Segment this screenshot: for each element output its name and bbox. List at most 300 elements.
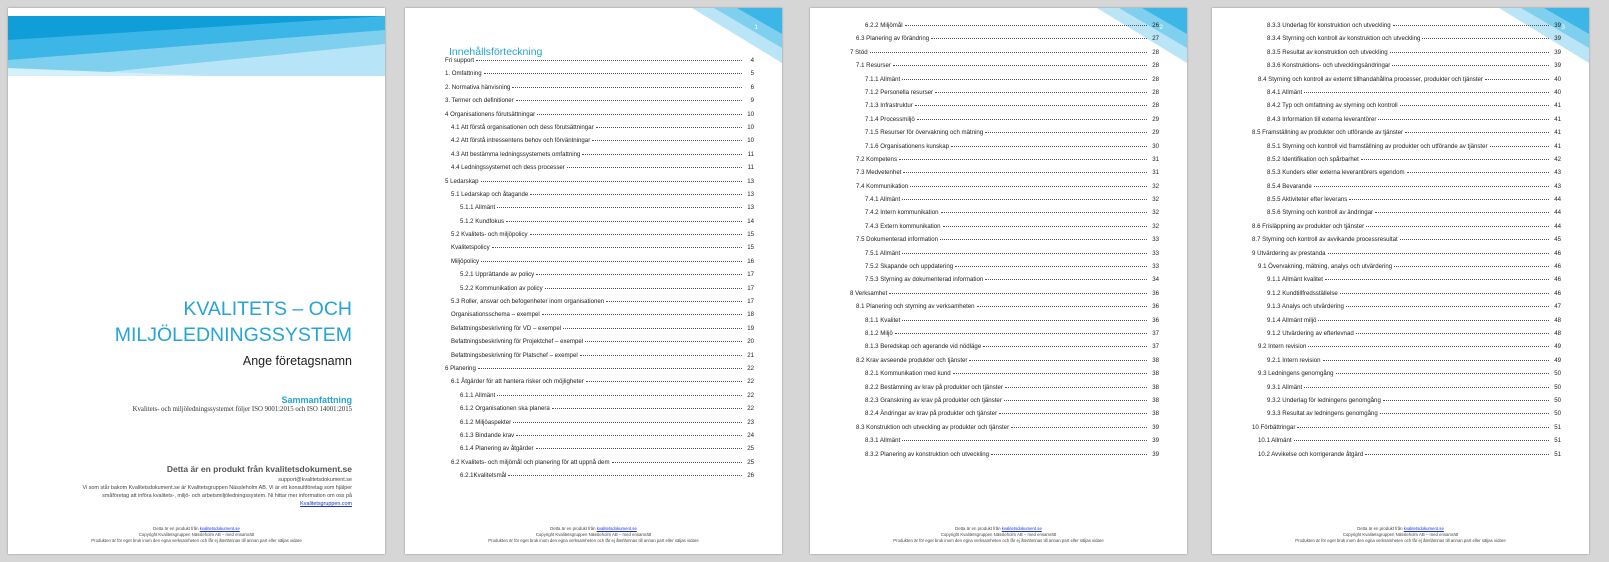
toc-entry-title: 7.2 Kompetens	[856, 155, 897, 163]
dot-leader	[492, 246, 742, 248]
toc-entry[interactable]	[445, 445, 754, 458]
dot-leader	[1294, 439, 1549, 441]
dot-leader	[481, 260, 742, 262]
dot-leader	[1361, 158, 1549, 160]
footer-link[interactable]: kvalitetsdokument.se	[199, 526, 240, 531]
dot-leader	[1297, 426, 1549, 428]
toc-entry-title: 8.5.6 Styrning och kontroll av ändringar	[1267, 209, 1374, 217]
toc-entry[interactable]	[850, 424, 1159, 437]
toc-entry-page: 28	[1152, 102, 1159, 110]
toc-entry-title: 6.1.1 Allmänt	[460, 391, 496, 399]
toc-entry-title: 9.2 Intern revision	[1258, 343, 1307, 351]
toc-entry[interactable]	[850, 183, 1159, 196]
toc-entry-page: 26	[1152, 22, 1159, 29]
toc-entry[interactable]	[1252, 223, 1561, 236]
toc-entry[interactable]	[445, 352, 754, 365]
toc-entry-title: 9.1.2 Utvärdering av efterlevnad	[1267, 329, 1354, 337]
toc-entry[interactable]	[850, 343, 1159, 356]
toc-entry-page: 32	[1152, 196, 1159, 204]
toc-entry[interactable]	[1252, 357, 1561, 370]
toc-entry[interactable]	[850, 156, 1159, 169]
toc-entry-page: 22	[747, 378, 754, 386]
toc-entry[interactable]	[850, 143, 1159, 156]
toc-entry[interactable]	[1252, 102, 1561, 115]
toc-entry-page: 39	[1554, 35, 1561, 43]
toc-entry-title: 9.3.3 Resultat av ledningens genomgång	[1267, 410, 1378, 418]
dot-leader	[1304, 386, 1549, 388]
toc-entry[interactable]	[1252, 263, 1561, 276]
toc-entry[interactable]	[1252, 116, 1561, 129]
toc-entry[interactable]	[850, 116, 1159, 129]
toc-entry-title: 10.2 Avvikelse och korrigerande åtgärd	[1258, 450, 1364, 458]
dot-leader	[478, 367, 742, 369]
toc-entry-title: Kvalitetspolicy	[451, 244, 490, 252]
cover-page	[8, 8, 385, 554]
toc-entry[interactable]	[850, 384, 1159, 397]
toc-entry[interactable]	[850, 357, 1159, 370]
toc-entry-page: 33	[1152, 263, 1159, 271]
toc-entry-title: Fri support	[445, 57, 475, 64]
toc-entry[interactable]	[850, 223, 1159, 236]
toc-entry[interactable]	[445, 178, 754, 191]
cover-title	[22, 296, 352, 348]
toc-entry-page: 32	[1152, 182, 1159, 190]
footer-line1-text: Detta är en produkt från	[153, 526, 200, 531]
toc-entry[interactable]	[1252, 156, 1561, 169]
dot-leader	[612, 461, 742, 463]
toc-entry-title: 5.1 Ledarskap och åtagande	[451, 190, 529, 198]
toc-entry[interactable]	[1252, 89, 1561, 102]
toc-entry-page: 10	[747, 110, 754, 118]
dot-leader	[985, 131, 1147, 133]
toc-entry[interactable]	[1252, 209, 1561, 222]
dot-leader	[508, 474, 742, 476]
toc-entry-page: 10	[747, 123, 754, 131]
toc-entry[interactable]	[445, 405, 754, 418]
dot-leader	[497, 206, 742, 208]
cover-title-line2: MILJÖLEDNINGSSYSTEM	[114, 324, 352, 346]
toc-entry-page: 22	[747, 364, 754, 372]
toc-entry[interactable]	[850, 276, 1159, 289]
footer-link[interactable]: kvalitetsdokument.se	[1001, 526, 1042, 531]
toc-entry[interactable]	[1252, 49, 1561, 62]
toc-entry-page: 28	[1152, 48, 1159, 56]
toc-list	[1252, 22, 1561, 464]
toc-entry[interactable]	[1252, 317, 1561, 330]
toc-entry[interactable]	[1252, 143, 1561, 156]
toc-entry[interactable]	[850, 236, 1159, 249]
toc-entry-title: 8.3.5 Resultat av konstruktion och utveckling	[1267, 48, 1388, 56]
toc-entry[interactable]	[445, 191, 754, 204]
toc-entry-title: 9 Utvärdering av prestanda	[1252, 249, 1326, 257]
toc-entry-page: 22	[747, 405, 754, 413]
toc-entry-title: 8 Verksamhet	[850, 289, 888, 297]
toc-entry-page: 20	[747, 338, 754, 346]
dot-leader	[1392, 64, 1549, 66]
toc-entry-title: 4 Organisationens förutsättningar	[445, 110, 536, 118]
toc-entry-title: 8.1.1 Kvalitet	[865, 316, 901, 324]
dot-leader	[1005, 386, 1147, 388]
toc-entry[interactable]	[445, 84, 754, 97]
toc-entry[interactable]	[1252, 35, 1561, 48]
toc-entry-page: 41	[1554, 129, 1561, 137]
toc-entry-title: 9.2.1 Intern revision	[1267, 356, 1321, 364]
toc-entry-page: 25	[747, 458, 754, 466]
toc-entry[interactable]	[445, 311, 754, 324]
dot-leader	[1011, 426, 1147, 428]
dot-leader	[1328, 252, 1549, 254]
dot-leader	[953, 372, 1147, 374]
dot-leader	[917, 118, 1147, 120]
toc-entry[interactable]	[445, 472, 754, 485]
dot-leader	[902, 78, 1147, 80]
toc-entry-page: 17	[747, 284, 754, 292]
toc-entry-page: 37	[1152, 329, 1159, 337]
footer-line2: Copyright Kvalitetsgruppen Nässleholm AB – med ensamrätt	[138, 532, 255, 537]
toc-entry-page: 16	[747, 257, 754, 265]
dot-leader	[1393, 24, 1549, 26]
toc-entry-page: 9	[750, 97, 754, 105]
toc-entry[interactable]	[1252, 76, 1561, 89]
toc-entry[interactable]	[445, 392, 754, 405]
toc-entry-title: Miljöpolicy	[451, 257, 480, 265]
toc-entry-page: 32	[1152, 209, 1159, 217]
toc-entry-page: 15	[747, 231, 754, 239]
dot-leader	[1349, 198, 1549, 200]
toc-entry-title: 6.3 Planering av förändring	[856, 35, 930, 43]
toc-entry-page: 29	[1152, 129, 1159, 137]
toc-entry-page: 44	[1554, 222, 1561, 230]
toc-entry[interactable]	[1252, 370, 1561, 383]
toc-entry[interactable]	[850, 22, 1159, 35]
toc-entry[interactable]	[445, 271, 754, 284]
toc-entry-title: 5.2.1 Upprättande av policy	[460, 271, 535, 279]
toc-entry-title: 9.1.3 Analys och utvärdering	[1267, 303, 1344, 311]
toc-entry-title: Befattningsbeskrivning för VD – exempel	[451, 324, 562, 332]
toc-entry[interactable]	[445, 124, 754, 137]
toc-entry-title: 6.1.3 Bindande krav	[460, 431, 515, 439]
dot-leader	[889, 292, 1147, 294]
toc-entry[interactable]	[850, 35, 1159, 48]
toc-entry-title: 8.3.6 Konstruktions- och utvecklingsändringar	[1267, 62, 1391, 70]
footer-line2: Copyright Kvalitetsgruppen Nässleholm AB – med ensamrätt	[940, 532, 1057, 537]
toc-entry[interactable]	[1252, 183, 1561, 196]
toc-entry[interactable]	[850, 89, 1159, 102]
dot-leader	[1304, 91, 1549, 93]
toc-entry-page: 40	[1554, 88, 1561, 96]
toc-entry[interactable]	[1252, 437, 1561, 450]
dot-leader	[1356, 332, 1549, 334]
dot-leader	[585, 340, 742, 342]
toc-entry[interactable]	[1252, 290, 1561, 303]
toc-entry[interactable]	[445, 204, 754, 217]
dot-leader	[1422, 37, 1549, 39]
toc-entry-title: 8.5.5 Aktiviteter efter leverans	[1267, 196, 1348, 204]
toc-entry[interactable]	[850, 169, 1159, 182]
toc-entry[interactable]	[850, 330, 1159, 343]
dot-leader	[915, 104, 1147, 106]
toc-entry[interactable]	[445, 432, 754, 445]
dot-leader	[1004, 399, 1147, 401]
toc-entry-title: 7.1.2 Personella resurser	[865, 88, 934, 96]
toc-entry[interactable]	[445, 137, 754, 150]
company-link[interactable]: Kvalitetsgruppen.com	[300, 501, 352, 507]
toc-entry-title: 7.4.2 Intern kommunikation	[865, 209, 939, 217]
support-email: support@kvalitetsdokument.se	[278, 477, 352, 483]
dot-leader	[1485, 78, 1549, 80]
toc-page-1	[405, 8, 782, 554]
dot-leader	[497, 394, 742, 396]
toc-entry-title: 4.4 Ledningssystemet och dess processer	[451, 164, 565, 172]
toc-entry[interactable]	[445, 378, 754, 391]
toc-entry[interactable]	[1252, 62, 1561, 75]
toc-entry-title: 8.4 Styrning och kontroll av externt tillhandahållna processer, produkter och tjänster	[1258, 75, 1483, 83]
toc-entry[interactable]	[850, 49, 1159, 62]
toc-entry[interactable]	[1252, 410, 1561, 423]
summary-text: Kvalitets- och miljöledningssystemet följer ISO 9001:2015 och ISO 14001:2015	[132, 406, 352, 413]
toc-entry-page: 48	[1554, 329, 1561, 337]
dot-leader	[537, 113, 742, 115]
toc-entry-title: 6.1.4 Planering av åtgärder	[460, 445, 534, 453]
toc-entry[interactable]	[850, 209, 1159, 222]
toc-entry-page: 29	[1152, 115, 1159, 123]
toc-entry-page: 46	[1554, 276, 1561, 284]
toc-entry-page: 49	[1554, 356, 1561, 364]
toc-entry[interactable]	[1252, 129, 1561, 142]
toc-entry[interactable]	[850, 250, 1159, 263]
toc-entry[interactable]	[1252, 343, 1561, 356]
summary-heading: Sammanfattning	[281, 395, 352, 405]
toc-entry-page: 10	[747, 137, 754, 145]
toc-entry-title: 8.1 Planering och styrning av verksamheten	[856, 303, 975, 311]
toc-entry-page: 31	[1152, 169, 1159, 177]
toc-entry[interactable]	[850, 370, 1159, 383]
footer-line2: Copyright Kvalitetsgruppen Nässleholm AB – med ensamrätt	[535, 532, 652, 537]
toc-entry-title: 5.1.2 Kundfokus	[460, 217, 505, 225]
toc-entry[interactable]	[850, 410, 1159, 423]
toc-entry[interactable]	[850, 437, 1159, 450]
toc-entry[interactable]	[1252, 236, 1561, 249]
toc-entry-title: 8.1.2 Miljö	[865, 329, 893, 337]
toc-entry-title: 9.1.1 Allmänt kvalitet	[1267, 276, 1323, 284]
toc-entry-title: 8.4.1 Allmänt	[1267, 88, 1303, 96]
toc-entry-title: 7.4 Kommunikation	[856, 182, 909, 190]
dot-leader	[545, 287, 742, 289]
toc-entry-title: 7.1.4 Processmiljö	[865, 115, 915, 123]
toc-entry[interactable]	[445, 111, 754, 124]
toc-entry[interactable]	[1252, 250, 1561, 263]
toc-entry-title: 6.2 Kvalitets- och miljömål och planering för att uppnå dem	[451, 458, 610, 466]
toc-entry[interactable]	[445, 285, 754, 298]
dot-leader	[983, 345, 1147, 347]
toc-entry-title: 8.2 Krav avseende produkter och tjänster	[856, 356, 968, 364]
footer-line3: Produkten är för eget bruk inom den egna verksamheten och får ej återlämnas till annan part eller säljas vidare	[488, 538, 699, 543]
dot-leader	[977, 305, 1147, 307]
toc-entry[interactable]	[445, 419, 754, 432]
toc-heading: Innehållsförteckning	[449, 46, 543, 58]
page-number: 1	[754, 24, 758, 31]
toc-entry[interactable]	[445, 298, 754, 311]
company-description-text: Vi som står bakom Kvalitetsdokument.se är Kvalitetsgruppen Nässleholm AB. Vi är ett konsultföretag som hjälper småföretag att införa kvalitets-, miljö- och arbetsmiljöledningssystem. Ni hittar mer information om oss på	[82, 485, 352, 499]
toc-entry-page: 36	[1152, 289, 1159, 297]
toc-entry[interactable]	[1252, 330, 1561, 343]
toc-list	[445, 57, 754, 486]
dot-leader	[1400, 104, 1549, 106]
footer-link[interactable]: kvalitetsdokument.se	[596, 526, 637, 531]
toc-entry[interactable]	[1252, 303, 1561, 316]
dot-leader	[903, 171, 1147, 173]
toc-entry-page: 37	[1152, 343, 1159, 351]
dot-leader	[951, 145, 1147, 147]
dot-leader	[870, 51, 1147, 53]
dot-leader	[935, 91, 1147, 93]
toc-entry[interactable]	[850, 196, 1159, 209]
toc-entry-page: 13	[747, 177, 754, 185]
dot-leader	[1378, 118, 1549, 120]
cover-title-line1: KVALITETS – OCH	[183, 298, 352, 320]
dot-leader	[530, 193, 742, 195]
toc-entry[interactable]	[445, 231, 754, 244]
toc-entry[interactable]	[445, 151, 754, 164]
dot-leader	[902, 439, 1147, 441]
dot-leader	[931, 37, 1147, 39]
toc-entry-page: 47	[1554, 303, 1561, 311]
toc-entry-page: 45	[1554, 236, 1561, 244]
toc-entry[interactable]	[1252, 169, 1561, 182]
toc-entry-title: 8.4.3 Information till externa leverantörer	[1267, 115, 1377, 123]
toc-entry-page: 27	[1152, 35, 1159, 43]
toc-entry[interactable]	[1252, 451, 1561, 464]
toc-entry[interactable]	[1252, 22, 1561, 35]
toc-entry[interactable]	[850, 397, 1159, 410]
toc-entry-page: 46	[1554, 289, 1561, 297]
dot-leader	[567, 166, 742, 168]
dot-leader	[552, 407, 742, 409]
dot-leader	[905, 24, 1147, 26]
toc-entry-title: 6.2.1Kvalitetsmål	[460, 472, 507, 480]
toc-entry[interactable]	[850, 303, 1159, 316]
toc-entry[interactable]	[445, 258, 754, 271]
toc-entry[interactable]	[850, 451, 1159, 464]
toc-entry-title: 8.2.2 Bestämning av krav på produkter och tjänster	[865, 383, 1003, 391]
toc-entry-title: 5.1.1 Allmänt	[460, 204, 496, 212]
dot-leader	[1405, 131, 1549, 133]
toc-entry-title: Befattningsbeskrivning för Platschef – exempel	[451, 351, 578, 359]
toc-entry[interactable]	[850, 317, 1159, 330]
page-number: 3	[1561, 24, 1565, 31]
toc-entry[interactable]	[445, 325, 754, 338]
toc-entry[interactable]	[850, 290, 1159, 303]
toc-entry[interactable]	[1252, 196, 1561, 209]
toc-entry[interactable]	[850, 263, 1159, 276]
toc-entry-page: 43	[1554, 169, 1561, 177]
toc-entry-page: 42	[1554, 155, 1561, 163]
toc-entry[interactable]	[445, 244, 754, 257]
toc-entry-page: 30	[1152, 142, 1159, 150]
dot-leader	[969, 359, 1147, 361]
toc-entry-title: 1. Omfattning	[445, 70, 482, 78]
dot-leader	[536, 273, 742, 275]
toc-entry-title: 7.5.3 Styrning av dokumenterad information	[865, 276, 984, 284]
dot-leader	[999, 412, 1147, 414]
footer-link[interactable]: kvalitetsdokument.se	[1403, 526, 1444, 531]
dot-leader	[893, 64, 1147, 66]
page-footer	[8, 526, 385, 544]
dot-leader	[902, 319, 1147, 321]
toc-entry-title: 6.1.2 Miljöaspekter	[460, 418, 512, 426]
dot-leader	[530, 233, 742, 235]
toc-entry[interactable]	[445, 218, 754, 231]
dot-leader	[1390, 51, 1549, 53]
toc-entry-title: 7.1.1 Allmänt	[865, 75, 901, 83]
dot-leader	[1336, 372, 1549, 374]
dot-leader	[1383, 399, 1549, 401]
toc-entry-title: 8.5.2 Identifikation och spårbarhet	[1267, 155, 1359, 163]
toc-entry-page: 39	[1554, 48, 1561, 56]
toc-entry-page: 14	[747, 217, 754, 225]
toc-entry-title: 9.3.1 Allmänt	[1267, 383, 1303, 391]
toc-entry[interactable]	[1252, 384, 1561, 397]
dot-leader	[516, 434, 742, 436]
toc-entry-page: 13	[747, 190, 754, 198]
toc-entry-title: 4.3 Att bestämma ledningssystemets omfattning	[451, 150, 581, 158]
toc-entry-title: 7.5 Dokumenterad information	[856, 236, 938, 244]
toc-entry[interactable]	[850, 76, 1159, 89]
toc-entry-title: 9.1.2 Kundtillfredsställelse	[1267, 289, 1338, 297]
toc-entry-page: 24	[747, 431, 754, 439]
toc-entry[interactable]	[445, 365, 754, 378]
toc-entry[interactable]	[445, 97, 754, 110]
toc-entry-page: 46	[1554, 263, 1561, 271]
toc-entry-page: 50	[1554, 383, 1561, 391]
toc-entry-title: 10 Förbättringar	[1252, 423, 1296, 431]
toc-entry[interactable]	[1252, 397, 1561, 410]
toc-entry-title: 7.3 Medvetenhet	[856, 169, 902, 177]
toc-entry-page: 4	[750, 57, 754, 64]
toc-entry[interactable]	[445, 338, 754, 351]
footer-line2: Copyright Kvalitetsgruppen Nässleholm AB – med ensamrätt	[1342, 532, 1459, 537]
toc-entry[interactable]	[445, 164, 754, 177]
dot-leader	[902, 252, 1147, 254]
toc-entry-title: 5.2.2 Kommunikation av policy	[460, 284, 543, 292]
toc-entry[interactable]	[445, 57, 754, 70]
toc-entry[interactable]	[850, 62, 1159, 75]
toc-entry-page: 18	[747, 311, 754, 319]
toc-entry-page: 28	[1152, 75, 1159, 83]
toc-entry[interactable]	[1252, 424, 1561, 437]
toc-entry-page: 36	[1152, 316, 1159, 324]
toc-entry-page: 21	[747, 351, 754, 359]
toc-entry[interactable]	[445, 459, 754, 472]
toc-entry[interactable]	[850, 102, 1159, 115]
toc-entry-page: 17	[747, 298, 754, 306]
toc-entry-page: 39	[1152, 437, 1159, 445]
toc-entry-title: 7.5.2 Skapande och uppdatering	[865, 263, 954, 271]
toc-entry-page: 38	[1152, 410, 1159, 418]
toc-entry[interactable]	[1252, 276, 1561, 289]
toc-entry[interactable]	[445, 70, 754, 83]
dot-leader	[481, 180, 742, 182]
toc-entry-page: 34	[1152, 276, 1159, 284]
toc-entry-title: 8.5.3 Kunders eller externa leverantörers egendom	[1267, 169, 1405, 177]
dot-leader	[985, 278, 1147, 280]
toc-entry[interactable]	[850, 129, 1159, 142]
toc-entry-page: 39	[1554, 22, 1561, 29]
toc-entry-page: 49	[1554, 343, 1561, 351]
dot-leader	[1375, 211, 1549, 213]
toc-entry-title: 3. Termer och definitioner	[445, 97, 514, 105]
dot-leader	[563, 327, 742, 329]
